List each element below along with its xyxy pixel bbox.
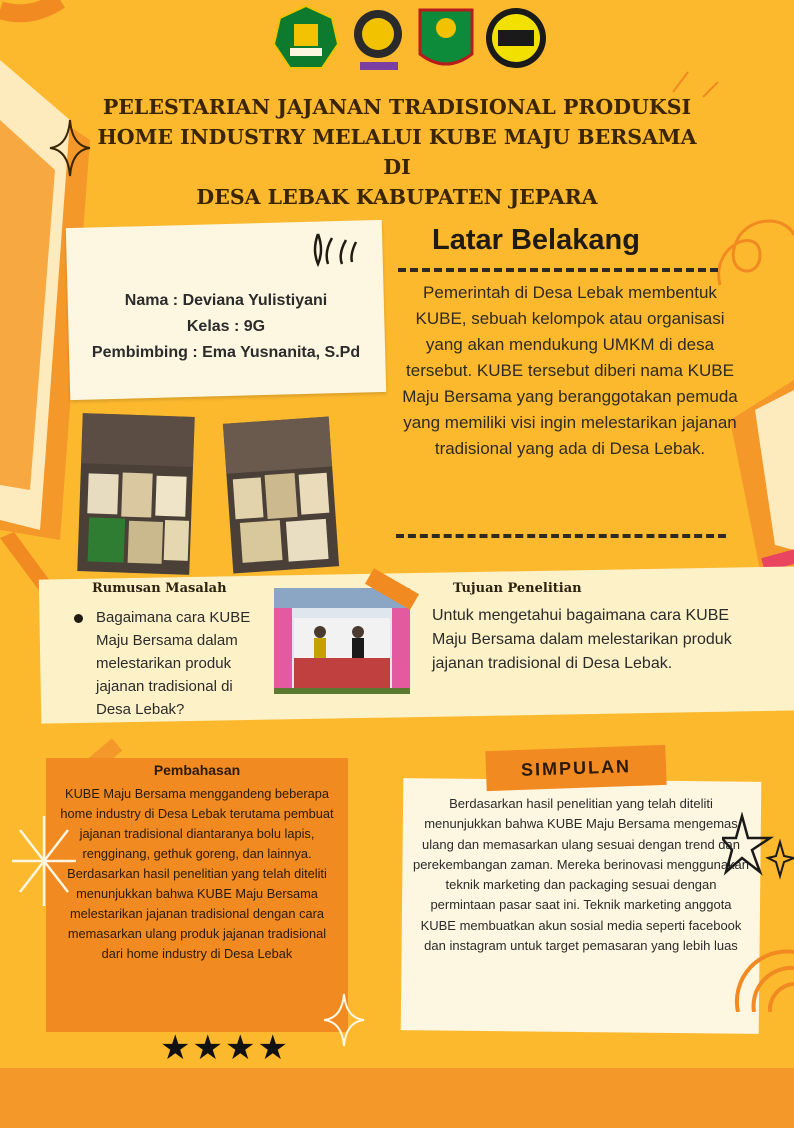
product-photo-1	[77, 413, 194, 575]
divider-top	[398, 268, 718, 272]
mini-riset-logo	[486, 8, 546, 68]
rumusan-heading: Rumusan Masalah	[92, 581, 227, 596]
logo-row	[270, 4, 560, 76]
student-advisor: Pembimbing : Ema Yusnanita, S.Pd	[91, 344, 361, 361]
mtsn-logo	[354, 10, 402, 70]
title-line-2: HOME INDUSTRY MELALUI KUBE MAJU BERSAMA DI	[97, 125, 697, 179]
simpulan-body: Berdasarkan hasil penelitian yang telah diteliti menunjukkan bahwa KUBE Maju Bersama mengemas ulang dan memasarkan ulang sesuai dengan trend dan perekembangan zaman. Mereka berinovasi menggunakan teknik marketing dan packaging sesuai dengan permintaan pasar saat ini. Teknik marketing anggota KUBE membuatkan akun sosial media seperti facebook dan instagram untuk target pemasaran yang lebih luas	[412, 796, 750, 954]
rating-stars: ★★★★	[160, 1029, 290, 1067]
tujuan-heading: Tujuan Penelitian	[453, 581, 582, 596]
latar-heading: Latar Belakang	[432, 224, 640, 256]
pembahasan-heading: Pembahasan	[153, 762, 241, 778]
title-line-3: DESA LEBAK KABUPATEN JEPARA	[196, 185, 598, 209]
literasi-logo	[420, 10, 472, 64]
divider-bottom	[396, 534, 726, 538]
latar-body: Pemerintah di Desa Lebak membentuk KUBE, sebuah kelompok atau organisasi yang akan mendukung UMKM di desa tersebut. KUBE tersebut diberi nama KUBE Maju Bersama yang beranggotakan pemuda yang memiliki visi ingin melestarikan jajanan tradisional yang ada di Desa Lebak.	[402, 283, 738, 458]
rumusan-body: Bagaimana cara KUBE Maju Bersama dalam melestarikan produk jajanan tradisional di Desa Lebak?	[96, 609, 251, 718]
sparkle-icon-2	[322, 992, 366, 1048]
leaf-marks-icon	[310, 230, 360, 270]
product-photo-2	[223, 416, 339, 573]
sparkle-icon	[48, 118, 92, 178]
student-class: Kelas : 9G	[186, 318, 266, 335]
star-outline-icon	[722, 812, 794, 884]
decor-rings	[728, 932, 794, 1012]
pembahasan-body: KUBE Maju Bersama menggandeng beberapa home industry di Desa Lebak terutama pembuat jajanan tradisional diantaranya bolu lapis, rengginang, gethuk goreng, dan lainnya. Berdasarkan hasil penelitian yang telah diteliti menunjukkan bahwa KUBE Maju Bersama melestarikan jajanan tradisional dengan cara memasarkan ulang produk jajanan tradisional dari home industry di Desa Lebak	[60, 786, 334, 961]
decor-top-left-curve	[0, 0, 70, 60]
title-line-1: PELESTARIAN JAJANAN TRADISIONAL PRODUKSI	[102, 95, 692, 119]
student-name: Nama : Deviana Yulistiyani	[124, 292, 328, 309]
bullet-icon	[74, 614, 83, 623]
page-title	[90, 92, 704, 212]
bottom-band	[0, 1068, 794, 1128]
kemenag-logo	[274, 6, 338, 68]
booth-photo	[274, 588, 410, 694]
starburst-icon	[12, 816, 76, 906]
simpulan-heading: SIMPULAN	[485, 745, 666, 791]
identity-text	[68, 288, 384, 366]
tujuan-body: Untuk mengetahui bagaimana cara KUBE Maju Bersama dalam melestarikan produk jajanan tradisional di Desa Lebak.	[432, 607, 732, 672]
